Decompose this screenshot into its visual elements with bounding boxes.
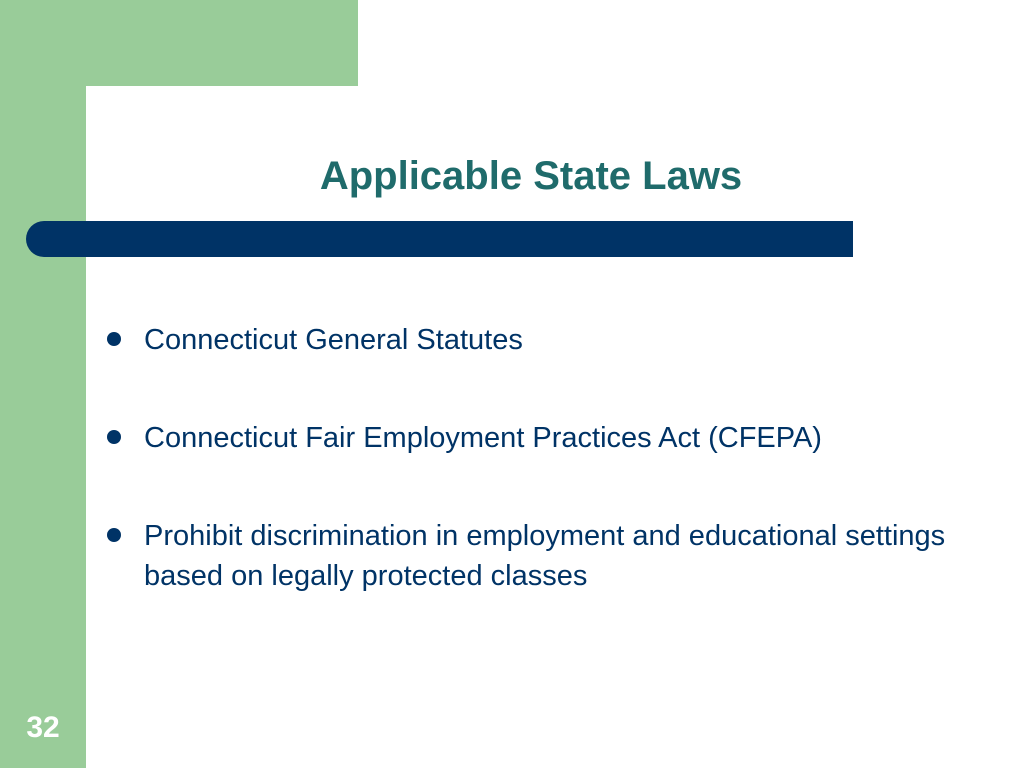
bullet-icon — [107, 528, 121, 542]
bullet-list — [104, 320, 984, 654]
bullet-text: Connecticut General Statutes — [144, 324, 523, 356]
slide-title: Applicable State Laws — [319, 154, 743, 198]
bullet-icon — [107, 332, 121, 346]
bullet-item — [104, 418, 984, 458]
green-top-panel — [0, 0, 358, 86]
bullet-icon — [107, 430, 121, 444]
bullet-item — [104, 516, 984, 596]
slide-number: 32 — [26, 711, 60, 744]
green-side-panel — [0, 0, 86, 768]
bullet-text: Prohibit discrimination in employment and educational settings based on legally protected classes — [144, 520, 946, 592]
title-underline-bar — [26, 221, 853, 257]
bullet-text: Connecticut Fair Employment Practices Act (CFEPA) — [144, 422, 822, 454]
bullet-item — [104, 320, 984, 360]
